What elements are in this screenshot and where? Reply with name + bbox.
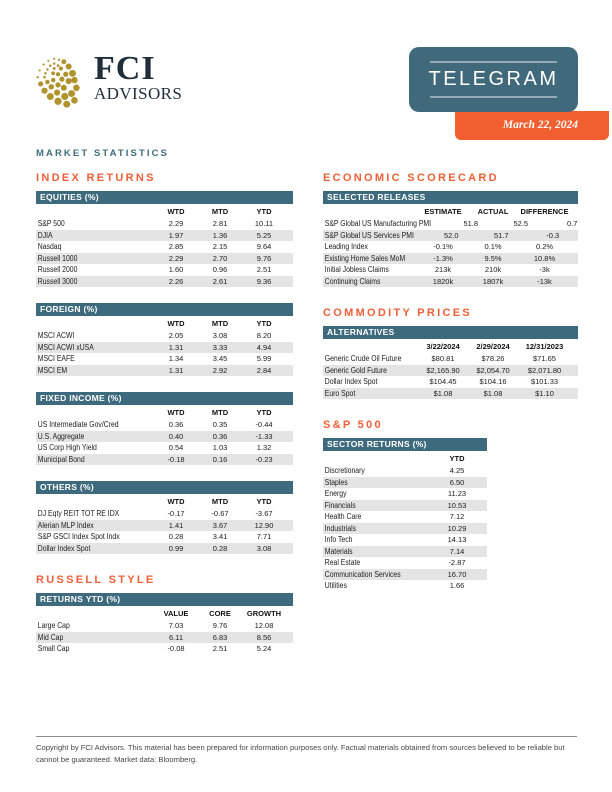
row-label: Discretionary xyxy=(324,466,365,475)
row-value: 5.25 xyxy=(256,230,272,240)
row-value: 14.13 xyxy=(447,535,467,544)
disclaimer-footer xyxy=(36,736,577,766)
column-header: YTD xyxy=(256,206,272,216)
row-value: 0.96 xyxy=(212,265,228,274)
table-row xyxy=(323,353,578,365)
row-value: 51.8 xyxy=(463,219,479,228)
section-heading-sp500: S&P 500 xyxy=(323,419,383,431)
column-header: YTD xyxy=(449,453,465,463)
row-label: DJ Eqty REIT TOT RE IDX xyxy=(37,509,120,518)
table-row xyxy=(323,500,487,512)
row-value: 210k xyxy=(484,265,502,274)
row-value: $104.16 xyxy=(479,377,507,386)
table-row xyxy=(323,580,487,592)
row-value: 1.03 xyxy=(212,443,228,452)
row-value: 2.84 xyxy=(256,365,272,375)
others-column-headers xyxy=(36,494,293,508)
row-value: 1807k xyxy=(482,276,504,286)
row-value: 1.36 xyxy=(212,230,228,240)
column-header: 12/31/2023 xyxy=(525,341,564,351)
column-header: ESTIMATE xyxy=(424,206,462,216)
table-row xyxy=(36,365,293,377)
table-row xyxy=(323,523,487,535)
row-value: 213k xyxy=(434,265,452,274)
table-row xyxy=(36,330,293,342)
row-value: 10.29 xyxy=(447,523,467,533)
equities-column-headers xyxy=(36,204,293,218)
column-header: YTD xyxy=(256,318,272,328)
others-table xyxy=(36,481,293,554)
row-value: -0.44 xyxy=(255,420,273,429)
column-header: WTD xyxy=(167,496,185,506)
table-row xyxy=(323,253,578,265)
row-value: 7.71 xyxy=(256,532,272,541)
row-value: 0.99 xyxy=(168,543,184,553)
row-value: 2.05 xyxy=(168,331,184,340)
row-value: 6.11 xyxy=(168,632,184,642)
row-label: Russell 3000 xyxy=(37,276,78,286)
row-value: 8.56 xyxy=(256,632,272,642)
sector-returns-header-bar: SECTOR RETURNS (%) xyxy=(323,438,487,451)
row-label: US Intermediate Gov/Cred xyxy=(37,420,119,429)
selected-releases-column-headers xyxy=(323,204,578,218)
column-header: 2/29/2024 xyxy=(476,341,510,351)
row-value: 0.1% xyxy=(484,242,502,251)
row-label: Initial Jobless Claims xyxy=(324,265,389,274)
fixed-income-table xyxy=(36,392,293,465)
table-row xyxy=(323,465,487,477)
row-label: Leading Index xyxy=(324,242,368,251)
row-value: $71.65 xyxy=(533,354,556,363)
row-value: 1.31 xyxy=(168,342,184,352)
row-value: 2.81 xyxy=(212,219,228,228)
row-value: $80.81 xyxy=(431,354,455,363)
row-value: 1820k xyxy=(432,276,454,286)
row-value: 2.51 xyxy=(212,644,228,653)
row-label: DJIA xyxy=(37,230,53,240)
foreign-table xyxy=(36,303,293,376)
table-row xyxy=(36,632,293,644)
row-label: Real Estate xyxy=(324,558,361,567)
row-value: 2.29 xyxy=(168,219,184,228)
row-value: 3.08 xyxy=(212,331,228,340)
table-row xyxy=(36,508,293,520)
report-date: March 22, 2024 xyxy=(502,119,578,131)
left-column xyxy=(36,172,293,671)
row-value: 3.45 xyxy=(212,354,228,363)
table-row xyxy=(323,477,487,489)
page-title: MARKET STATISTICS xyxy=(36,148,169,159)
row-value: -1.3% xyxy=(433,253,453,263)
row-value: -2.87 xyxy=(448,558,466,567)
row-value: 2.70 xyxy=(212,253,228,263)
row-value: -0.17 xyxy=(167,509,185,518)
row-value: 10.11 xyxy=(254,219,274,228)
section-heading-commodity-prices: COMMODITY PRICES xyxy=(323,307,473,319)
table-row xyxy=(36,342,293,354)
telegram-banner xyxy=(409,47,578,112)
row-value: 0.2% xyxy=(535,242,554,251)
row-value: 3.41 xyxy=(212,532,228,541)
row-value: 0.40 xyxy=(168,431,184,441)
table-row xyxy=(323,546,487,558)
row-value: 1.31 xyxy=(168,365,184,375)
row-label: Communication Services xyxy=(324,569,401,579)
row-value: -3k xyxy=(539,265,550,274)
row-label: Generic Crude Oil Future xyxy=(324,354,402,363)
alternatives-column-headers xyxy=(323,339,578,353)
row-value: 0.35 xyxy=(212,420,228,429)
selected-releases-table xyxy=(323,191,578,287)
row-value: 12.90 xyxy=(254,520,274,530)
table-row xyxy=(36,442,293,454)
row-value: 12.08 xyxy=(254,621,274,630)
row-label: US Corp High Yield xyxy=(37,443,97,452)
column-header: MTD xyxy=(211,206,229,216)
table-row xyxy=(323,557,487,569)
fixed-income-header-bar: FIXED INCOME (%) xyxy=(36,392,293,405)
row-label: S&P Global US Manufacturing PMI xyxy=(324,219,432,228)
row-value: 1.97 xyxy=(168,230,184,240)
dotted-globe-icon xyxy=(33,54,85,115)
row-value: $101.33 xyxy=(530,377,559,386)
row-label: Utilities xyxy=(324,581,347,590)
row-label: Russell 2000 xyxy=(37,265,78,274)
row-label: Alerian MLP Index xyxy=(37,520,94,530)
row-value: 4.94 xyxy=(256,342,272,352)
row-value: -1.33 xyxy=(255,431,273,441)
section-heading-index-returns: INDEX RETURNS xyxy=(36,172,156,184)
column-header: MTD xyxy=(211,407,229,417)
row-value: $104.45 xyxy=(429,377,457,386)
right-column xyxy=(323,172,578,608)
row-value: 2.51 xyxy=(256,265,272,274)
fixed-income-column-headers xyxy=(36,405,293,419)
table-row xyxy=(36,643,293,655)
row-value: 9.36 xyxy=(256,276,272,286)
table-row xyxy=(36,431,293,443)
row-value: 0.7 xyxy=(567,219,578,228)
section-heading-economic-scorecard: ECONOMIC SCORECARD xyxy=(323,172,499,184)
table-row xyxy=(36,454,293,466)
row-value: 2.85 xyxy=(168,242,184,251)
row-label: Small Cap xyxy=(37,644,70,653)
row-value: -3.67 xyxy=(255,509,273,518)
row-value: 5.24 xyxy=(256,644,272,653)
row-value: 7.14 xyxy=(449,546,465,556)
row-value: 6.83 xyxy=(212,632,228,642)
row-value: $1.08 xyxy=(483,388,503,398)
row-value: 2.92 xyxy=(212,365,228,375)
table-row xyxy=(323,388,578,400)
row-value: 9.76 xyxy=(212,621,228,630)
row-value: -0.23 xyxy=(255,454,273,464)
row-value: 0.28 xyxy=(212,543,228,553)
sector-returns-table xyxy=(323,438,487,592)
foreign-column-headers xyxy=(36,316,293,330)
row-label: S&P 500 xyxy=(37,219,65,228)
row-label: Financials xyxy=(324,500,356,510)
row-value: 0.28 xyxy=(168,532,184,541)
table-row xyxy=(36,264,293,276)
row-label: Municipal Bond xyxy=(37,454,85,464)
selected-releases-header-bar: SELECTED RELEASES xyxy=(323,191,578,204)
row-label: MSCI ACWI xUSA xyxy=(37,342,94,352)
row-value: 52.5 xyxy=(513,219,529,228)
row-label: S&P Global US Services PMI xyxy=(324,230,414,240)
row-label: Russell 1000 xyxy=(37,253,78,263)
table-row xyxy=(36,620,293,632)
row-value: 2.61 xyxy=(212,276,228,286)
row-value: $2,054.70 xyxy=(476,365,510,375)
row-label: Large Cap xyxy=(37,621,70,630)
returns-ytd-header-bar: RETURNS YTD (%) xyxy=(36,593,293,606)
row-label: Mid Cap xyxy=(37,632,64,642)
row-value: -13k xyxy=(537,276,552,286)
row-label: Energy xyxy=(324,489,347,498)
alternatives-header-bar: ALTERNATIVES xyxy=(323,326,578,339)
foreign-header-bar: FOREIGN (%) xyxy=(36,303,293,316)
others-header-bar: OTHERS (%) xyxy=(36,481,293,494)
row-value: 2.26 xyxy=(168,276,184,286)
row-value: 9.76 xyxy=(256,253,272,263)
row-value: 11.23 xyxy=(447,489,467,498)
row-value: 9.64 xyxy=(256,242,272,251)
column-header: 3/22/2024 xyxy=(426,341,460,351)
disclaimer-text: Copyright by FCI Advisors. This material has been prepared for information purposes only. Factual materials obtained from sources believed to be reliable but cannot be guaranteed. Market data: Bloomberg. xyxy=(36,743,565,764)
table-row xyxy=(36,419,293,431)
row-value: 7.03 xyxy=(168,621,184,630)
table-row xyxy=(323,230,578,242)
logo-text-fci: FCI xyxy=(94,50,156,87)
column-header: WTD xyxy=(167,206,185,216)
row-value: -0.18 xyxy=(167,454,185,464)
row-value: 10.8% xyxy=(533,253,556,263)
row-value: 0.54 xyxy=(168,443,184,452)
row-label: Generic Gold Future xyxy=(324,365,387,375)
row-label: Staples xyxy=(324,477,348,487)
row-value: 1.32 xyxy=(256,443,272,452)
column-header: YTD xyxy=(256,407,272,417)
column-header: GROWTH xyxy=(246,608,282,618)
row-label: Dollar Index Spot xyxy=(324,377,378,386)
table-row xyxy=(36,253,293,265)
table-row xyxy=(323,376,578,388)
table-row xyxy=(36,218,293,230)
returns-ytd-column-headers xyxy=(36,606,293,620)
row-value: 51.7 xyxy=(493,230,509,240)
row-value: 3.67 xyxy=(212,520,228,530)
row-value: 4.25 xyxy=(449,466,465,475)
date-banner xyxy=(455,111,609,140)
row-value: 2.29 xyxy=(168,253,184,263)
row-value: 5.99 xyxy=(256,354,272,363)
column-header: CORE xyxy=(209,608,231,618)
row-value: 3.33 xyxy=(212,342,228,352)
row-value: 8.20 xyxy=(256,331,272,340)
row-value: 2.15 xyxy=(212,242,228,251)
sector-returns-column-headers xyxy=(323,451,487,465)
row-value: -0.67 xyxy=(211,509,229,518)
table-row xyxy=(323,264,578,276)
row-label: Info Tech xyxy=(324,535,353,544)
row-value: $2,165.90 xyxy=(426,365,460,375)
alternatives-table xyxy=(323,326,578,399)
table-row xyxy=(36,241,293,253)
row-value: 7.12 xyxy=(449,512,465,521)
table-row xyxy=(36,230,293,242)
row-value: $2,071.80 xyxy=(527,365,562,375)
row-value: -0.08 xyxy=(167,644,185,653)
column-header: VALUE xyxy=(163,608,189,618)
row-label: Industrials xyxy=(324,523,357,533)
row-value: 9.5% xyxy=(484,253,502,263)
row-label: S&P GSCI Index Spot Indx xyxy=(37,532,120,541)
row-value: 16.70 xyxy=(447,569,467,579)
row-label: Continuing Claims xyxy=(324,276,381,286)
column-header: MTD xyxy=(211,496,229,506)
column-header: YTD xyxy=(256,496,272,506)
fci-advisors-logo xyxy=(33,50,183,115)
table-row xyxy=(323,218,578,230)
row-value: 0.36 xyxy=(168,420,184,429)
logo-text-advisors: ADVISORS xyxy=(94,84,183,103)
equities-table xyxy=(36,191,293,287)
table-row xyxy=(36,543,293,555)
column-header: MTD xyxy=(211,318,229,328)
row-value: 3.08 xyxy=(256,543,272,553)
banner-title: TELEGRAM xyxy=(428,68,559,90)
row-value: 6.50 xyxy=(449,477,465,487)
row-value: 1.60 xyxy=(168,265,184,274)
table-row xyxy=(323,569,487,581)
banner-rule-top xyxy=(430,61,557,63)
row-label: Health Care xyxy=(324,512,362,521)
equities-header-bar: EQUITIES (%) xyxy=(36,191,293,204)
row-value: $1.08 xyxy=(433,388,453,398)
row-label: Materials xyxy=(324,546,353,556)
table-row xyxy=(323,488,487,500)
row-value: $1.10 xyxy=(535,388,554,398)
row-value: 0.16 xyxy=(212,454,228,464)
row-label: MSCI EAFE xyxy=(37,354,75,363)
table-row xyxy=(323,241,578,253)
row-label: Euro Spot xyxy=(324,388,356,398)
table-row xyxy=(36,520,293,532)
table-row xyxy=(36,353,293,365)
row-label: U.S. Aggregate xyxy=(37,431,85,441)
row-label: Existing Home Sales MoM xyxy=(324,253,406,263)
row-value: -0.1% xyxy=(433,242,453,251)
table-row xyxy=(323,276,578,288)
row-label: MSCI EM xyxy=(37,365,68,375)
row-value: 1.66 xyxy=(449,581,465,590)
table-row xyxy=(36,276,293,288)
row-value: 1.41 xyxy=(168,520,184,530)
row-value: 0.36 xyxy=(212,431,228,441)
row-label: Nasdaq xyxy=(37,242,62,251)
column-header: WTD xyxy=(167,318,185,328)
row-label: Dollar Index Spot xyxy=(37,543,91,553)
row-value: $78.26 xyxy=(481,354,505,363)
banner-rule-bottom xyxy=(430,96,557,98)
table-row xyxy=(323,511,487,523)
row-value: 10.53 xyxy=(447,500,467,510)
row-label: MSCI ACWI xyxy=(37,331,75,340)
returns-ytd-table xyxy=(36,593,293,655)
table-row xyxy=(36,531,293,543)
column-header: ACTUAL xyxy=(477,206,509,216)
table-row xyxy=(323,534,487,546)
column-header: DIFFERENCE xyxy=(520,206,569,216)
row-value: -0.3 xyxy=(546,230,560,240)
table-row xyxy=(323,365,578,377)
column-header: WTD xyxy=(167,407,185,417)
section-heading-russell-style: RUSSELL STYLE xyxy=(36,574,156,586)
row-value: 1.34 xyxy=(168,354,184,363)
row-value: 52.0 xyxy=(443,230,459,240)
